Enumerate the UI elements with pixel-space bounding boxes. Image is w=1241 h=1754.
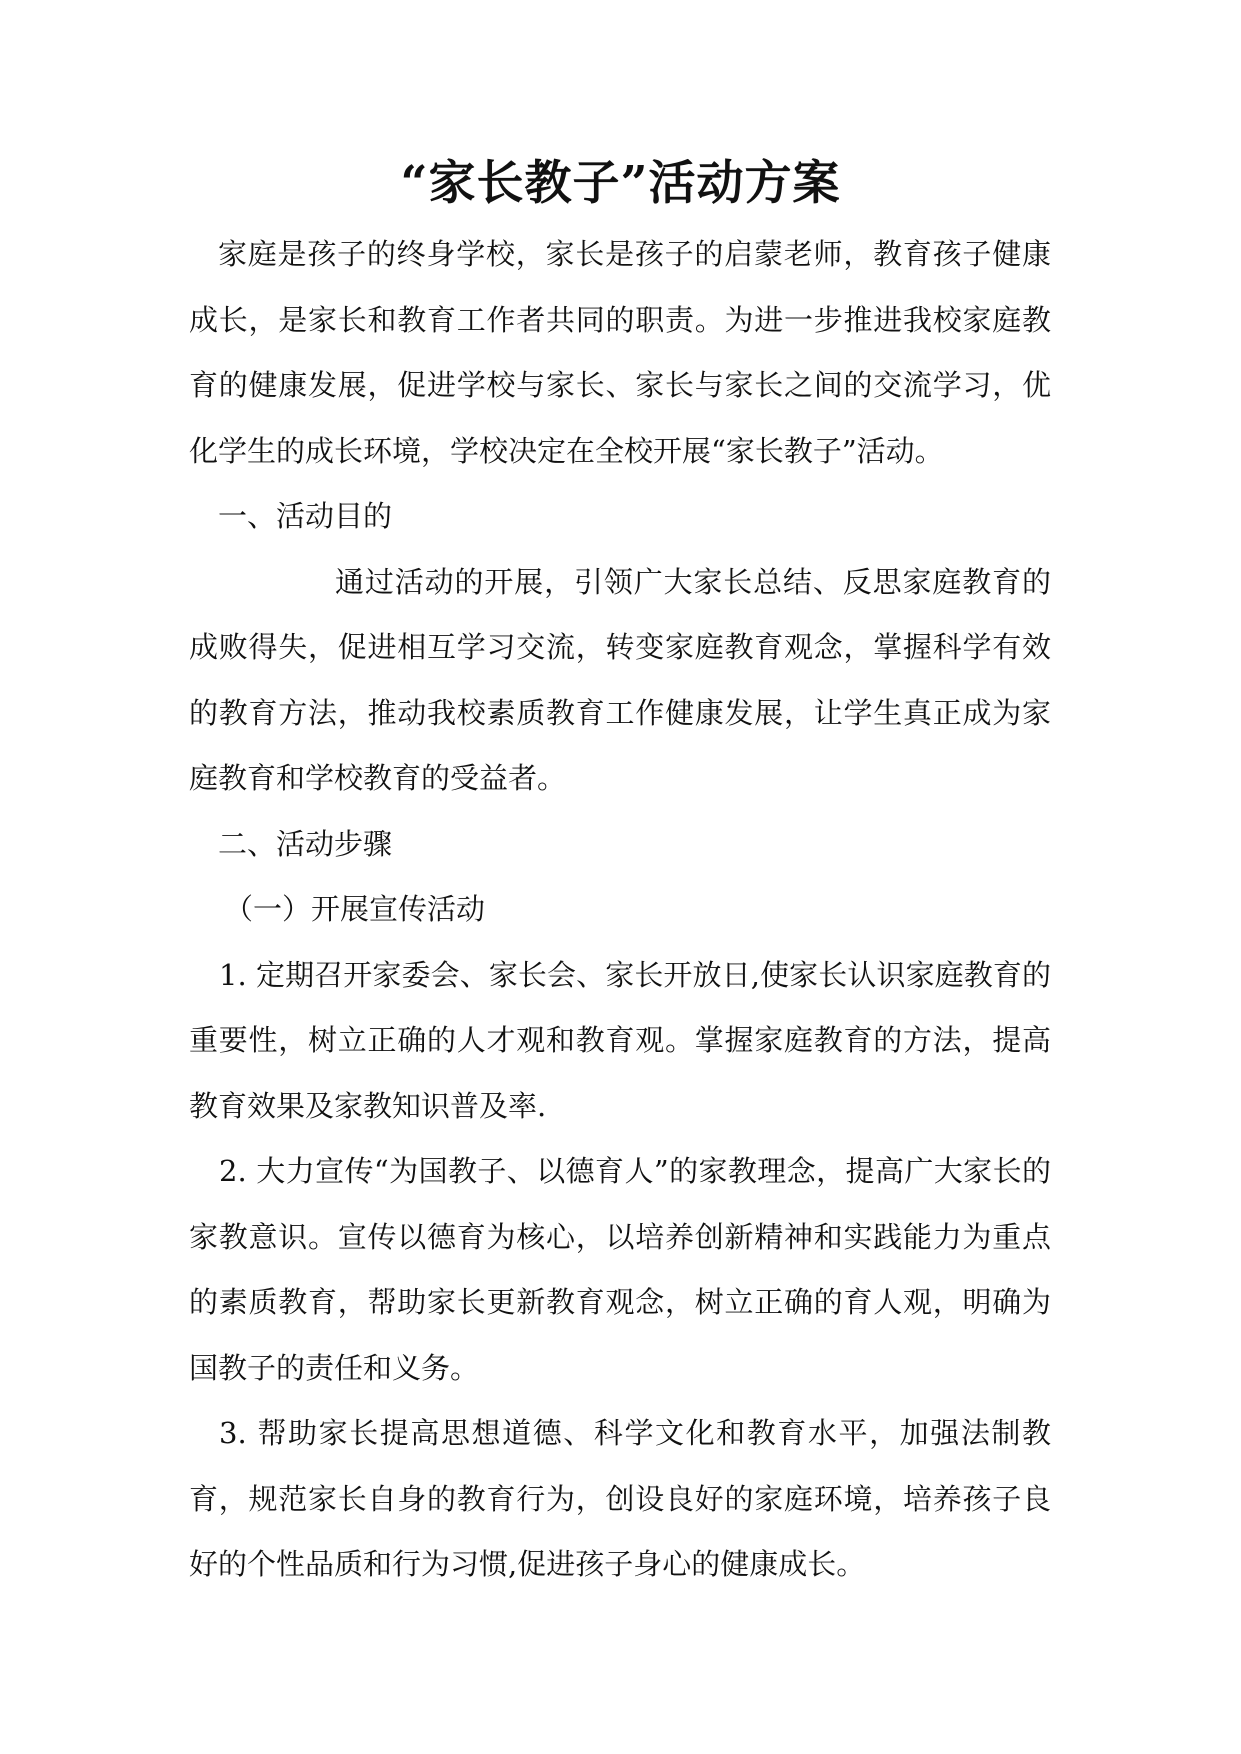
section-heading-purpose: 一、活动目的 [218,499,393,533]
document-title: “家长教子”活动方案 [400,156,841,211]
purpose-paragraph: 通过活动的开展，引领广大家长总结、反思家庭教育的成败得失，促进相互学习交流，转变家庭教育观念，掌握科学有效的教育方法，推动我校素质教育工作健康发展，让学生真正成为家庭教育和学校教育的受益者。 [189,564,1051,795]
intro-paragraph: 家庭是孩子的终身学校，家长是孩子的启蒙老师，教育孩子健康成长，是家长和教育工作者共同的职责。为进一步推进我校家庭教育的健康发展，促进学校与家长、家长与家长之间的交流学习，优化学生的成长环境，学校决定在全校开展“家长教子”活动。 [189,237,1051,468]
document-body [189,222,1051,1598]
step-item-1: 1. 定期召开家委会、家长会、家长开放日,使家长认识家庭教育的重要性，树立正确的人才观和教育观。掌握家庭教育的方法，提高教育效果及家教知识普及率. [189,957,1051,1123]
subsection-heading-publicity: （一）开展宣传活动 [224,892,486,926]
step-item-2: 2. 大力宣传“为国教子、以德育人”的家教理念，提高广大家长的家教意识。宣传以德育为核心，以培养创新精神和实践能力为重点的素质教育，帮助家长更新教育观念，树立正确的育人观，明确为国教子的责任和义务。 [189,1154,1051,1385]
step-item-3: 3. 帮助家长提高思想道德、科学文化和教育水平，加强法制教育，规范家长自身的教育行为，创设良好的家庭环境，培养孩子良好的个性品质和行为习惯,促进孩子身心的健康成长。 [189,1416,1051,1581]
section-heading-steps: 二、活动步骤 [218,826,393,861]
